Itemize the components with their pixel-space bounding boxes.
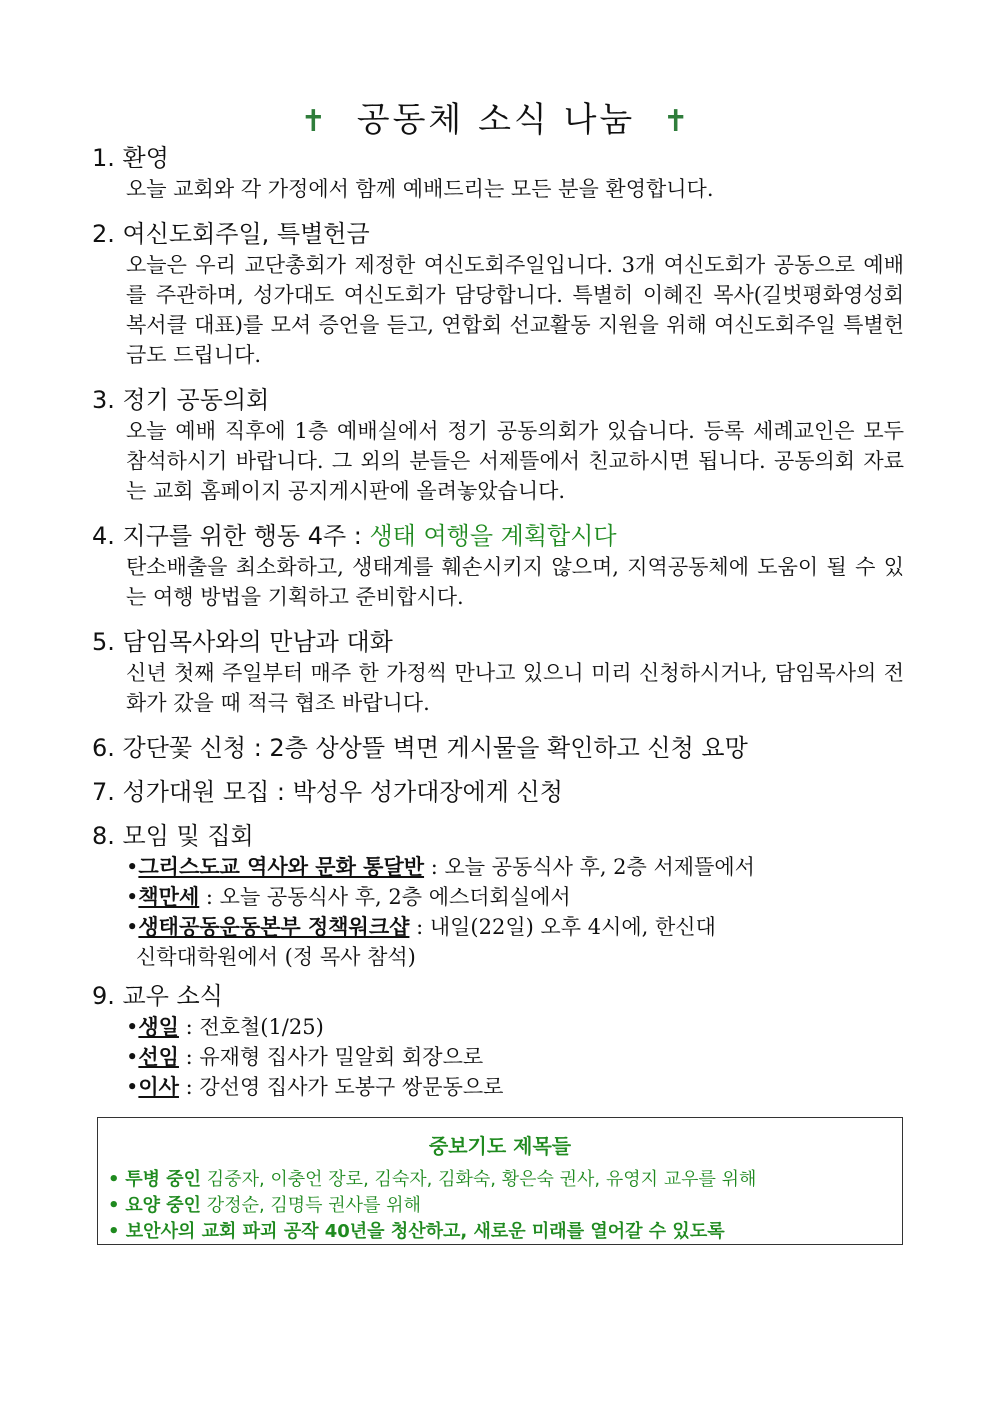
item-desc: : 전호철(1/25): [178, 1015, 324, 1039]
section-text: 탄소배출을 최소화하고, 생태계를 훼손시키지 않으며, 지역공동체에 도움이 될 수 있는 여행 방법을 기획하고 준비합시다.: [126, 555, 904, 609]
list-item: [126, 1072, 904, 1102]
cross-icon: ✝: [300, 104, 329, 139]
bullet: •: [126, 1015, 139, 1039]
prayer-box: [97, 1117, 903, 1245]
cross-icon: ✝: [663, 104, 692, 139]
section-member-news: [92, 980, 904, 1102]
list-item: [126, 1042, 904, 1072]
bullet: •: [108, 1221, 120, 1242]
prayer-label: 투병 중인: [125, 1169, 202, 1190]
heading-green: 생태 여행을 계획합시다: [369, 522, 617, 550]
section-pastor-meeting: [92, 626, 904, 718]
item-name: 그리스도교 역사와 문화 통달반: [138, 854, 425, 879]
page-title: [0, 92, 992, 141]
item-name: 생일: [138, 1014, 179, 1039]
prayer-list: [108, 1167, 902, 1245]
section-heading: 1. 환영: [92, 144, 169, 172]
section-heading: 8. 모임 및 집회: [92, 822, 254, 850]
prayer-item: [108, 1193, 902, 1219]
list-item: [126, 852, 904, 882]
item-desc: : 강선영 집사가 도봉구 쌍문동으로: [178, 1075, 504, 1099]
item-desc: : 오늘 공동식사 후, 2층 서제뜰에서: [424, 855, 755, 879]
section-text: 오늘은 우리 교단총회가 제정한 여신도회주일입니다. 3개 여신도회가 공동으로 예배를 주관하며, 성가대도 여신도회가 담당합니다. 특별히 이혜진 목사(길벗평화영성회복서클 대표)를 모셔 증언을 듣고, 연합회 선교활동 지원을 위해 여신도회주일 특별헌금도 드립니다.: [126, 253, 904, 367]
section-text: 신년 첫째 주일부터 매주 한 가정씩 만나고 있으니 미리 신청하시거나, 담임목사의 전화가 갔을 때 적극 협조 바랍니다.: [126, 661, 904, 715]
prayer-text: 김중자, 이충언 장로, 김숙자, 김화숙, 황은숙 권사, 유영지 교우를 위해: [201, 1169, 757, 1190]
section-choir-recruit: [92, 776, 904, 808]
list-item-continuation: 신학대학원에서 (정 목사 참석): [136, 945, 416, 969]
title-text: 공동체 소식 나눔: [356, 100, 636, 140]
bullet: •: [126, 885, 139, 909]
item-desc: : 오늘 공동식사 후, 2층 에스더회실에서: [199, 885, 571, 909]
section-altar-flowers: [92, 732, 904, 764]
section-earth-action: [92, 520, 904, 612]
bullet: •: [126, 1045, 139, 1069]
list-item: [126, 912, 904, 942]
bullet: •: [108, 1169, 120, 1190]
section-heading: 7. 성가대원 모집 : 박성우 성가대장에게 신청: [92, 778, 563, 806]
bullet: •: [126, 855, 139, 879]
list-item: [126, 1012, 904, 1042]
section-text: 오늘 예배 직후에 1층 예배실에서 정기 공동의회가 있습니다. 등록 세례교인은 모두 참석하시기 바랍니다. 그 외의 분들은 서제뜰에서 친교하시면 됩니다. 공동의회 자료는 교회 홈페이지 공지게시판에 올려놓았습니다.: [126, 419, 904, 503]
prayer-label: 요양 중인: [125, 1195, 202, 1216]
section-womens-sunday: [92, 218, 904, 370]
section-heading: [92, 520, 904, 552]
item-desc: : 유재형 집사가 밀알회 회장으로: [178, 1045, 484, 1069]
section-congregation-meeting: [92, 384, 904, 506]
section-heading: 6. 강단꽃 신청 : 2층 상상뜰 벽면 게시물을 확인하고 신청 요망: [92, 734, 748, 762]
section-heading: 5. 담임목사와의 만남과 대화: [92, 628, 393, 656]
prayer-item: [108, 1167, 902, 1193]
bullet: •: [126, 1075, 139, 1099]
prayer-text: 강정순, 김명득 권사를 위해: [201, 1195, 421, 1216]
section-heading: 2. 여신도회주일, 특별헌금: [92, 220, 370, 248]
prayer-item: [108, 1219, 902, 1245]
item-name: 이사: [138, 1074, 179, 1099]
prayer-text: 보안사의 교회 파괴 공작 40년을 청산하고, 새로운 미래를 열어갈 수 있도록: [125, 1221, 725, 1242]
section-welcome: [92, 142, 904, 204]
bullet: •: [126, 915, 139, 939]
heading-main: 4. 지구를 위한 행동 4주 :: [92, 522, 370, 550]
list-item: [126, 882, 904, 912]
item-name: 생태공동운동본부 정책워크샵: [138, 914, 410, 939]
item-name: 책만세: [138, 884, 200, 909]
prayer-title: 중보기도 제목들: [428, 1134, 572, 1158]
section-text: 오늘 교회와 각 가정에서 함께 예배드리는 모든 분을 환영합니다.: [126, 177, 714, 201]
section-heading: 3. 정기 공동의회: [92, 386, 270, 414]
item-desc: : 내일(22일) 오후 4시에, 한신대: [409, 915, 716, 939]
item-name: 선임: [138, 1044, 179, 1069]
section-heading: 9. 교우 소식: [92, 982, 223, 1010]
section-gatherings: [92, 820, 904, 972]
bullet: •: [108, 1195, 120, 1216]
